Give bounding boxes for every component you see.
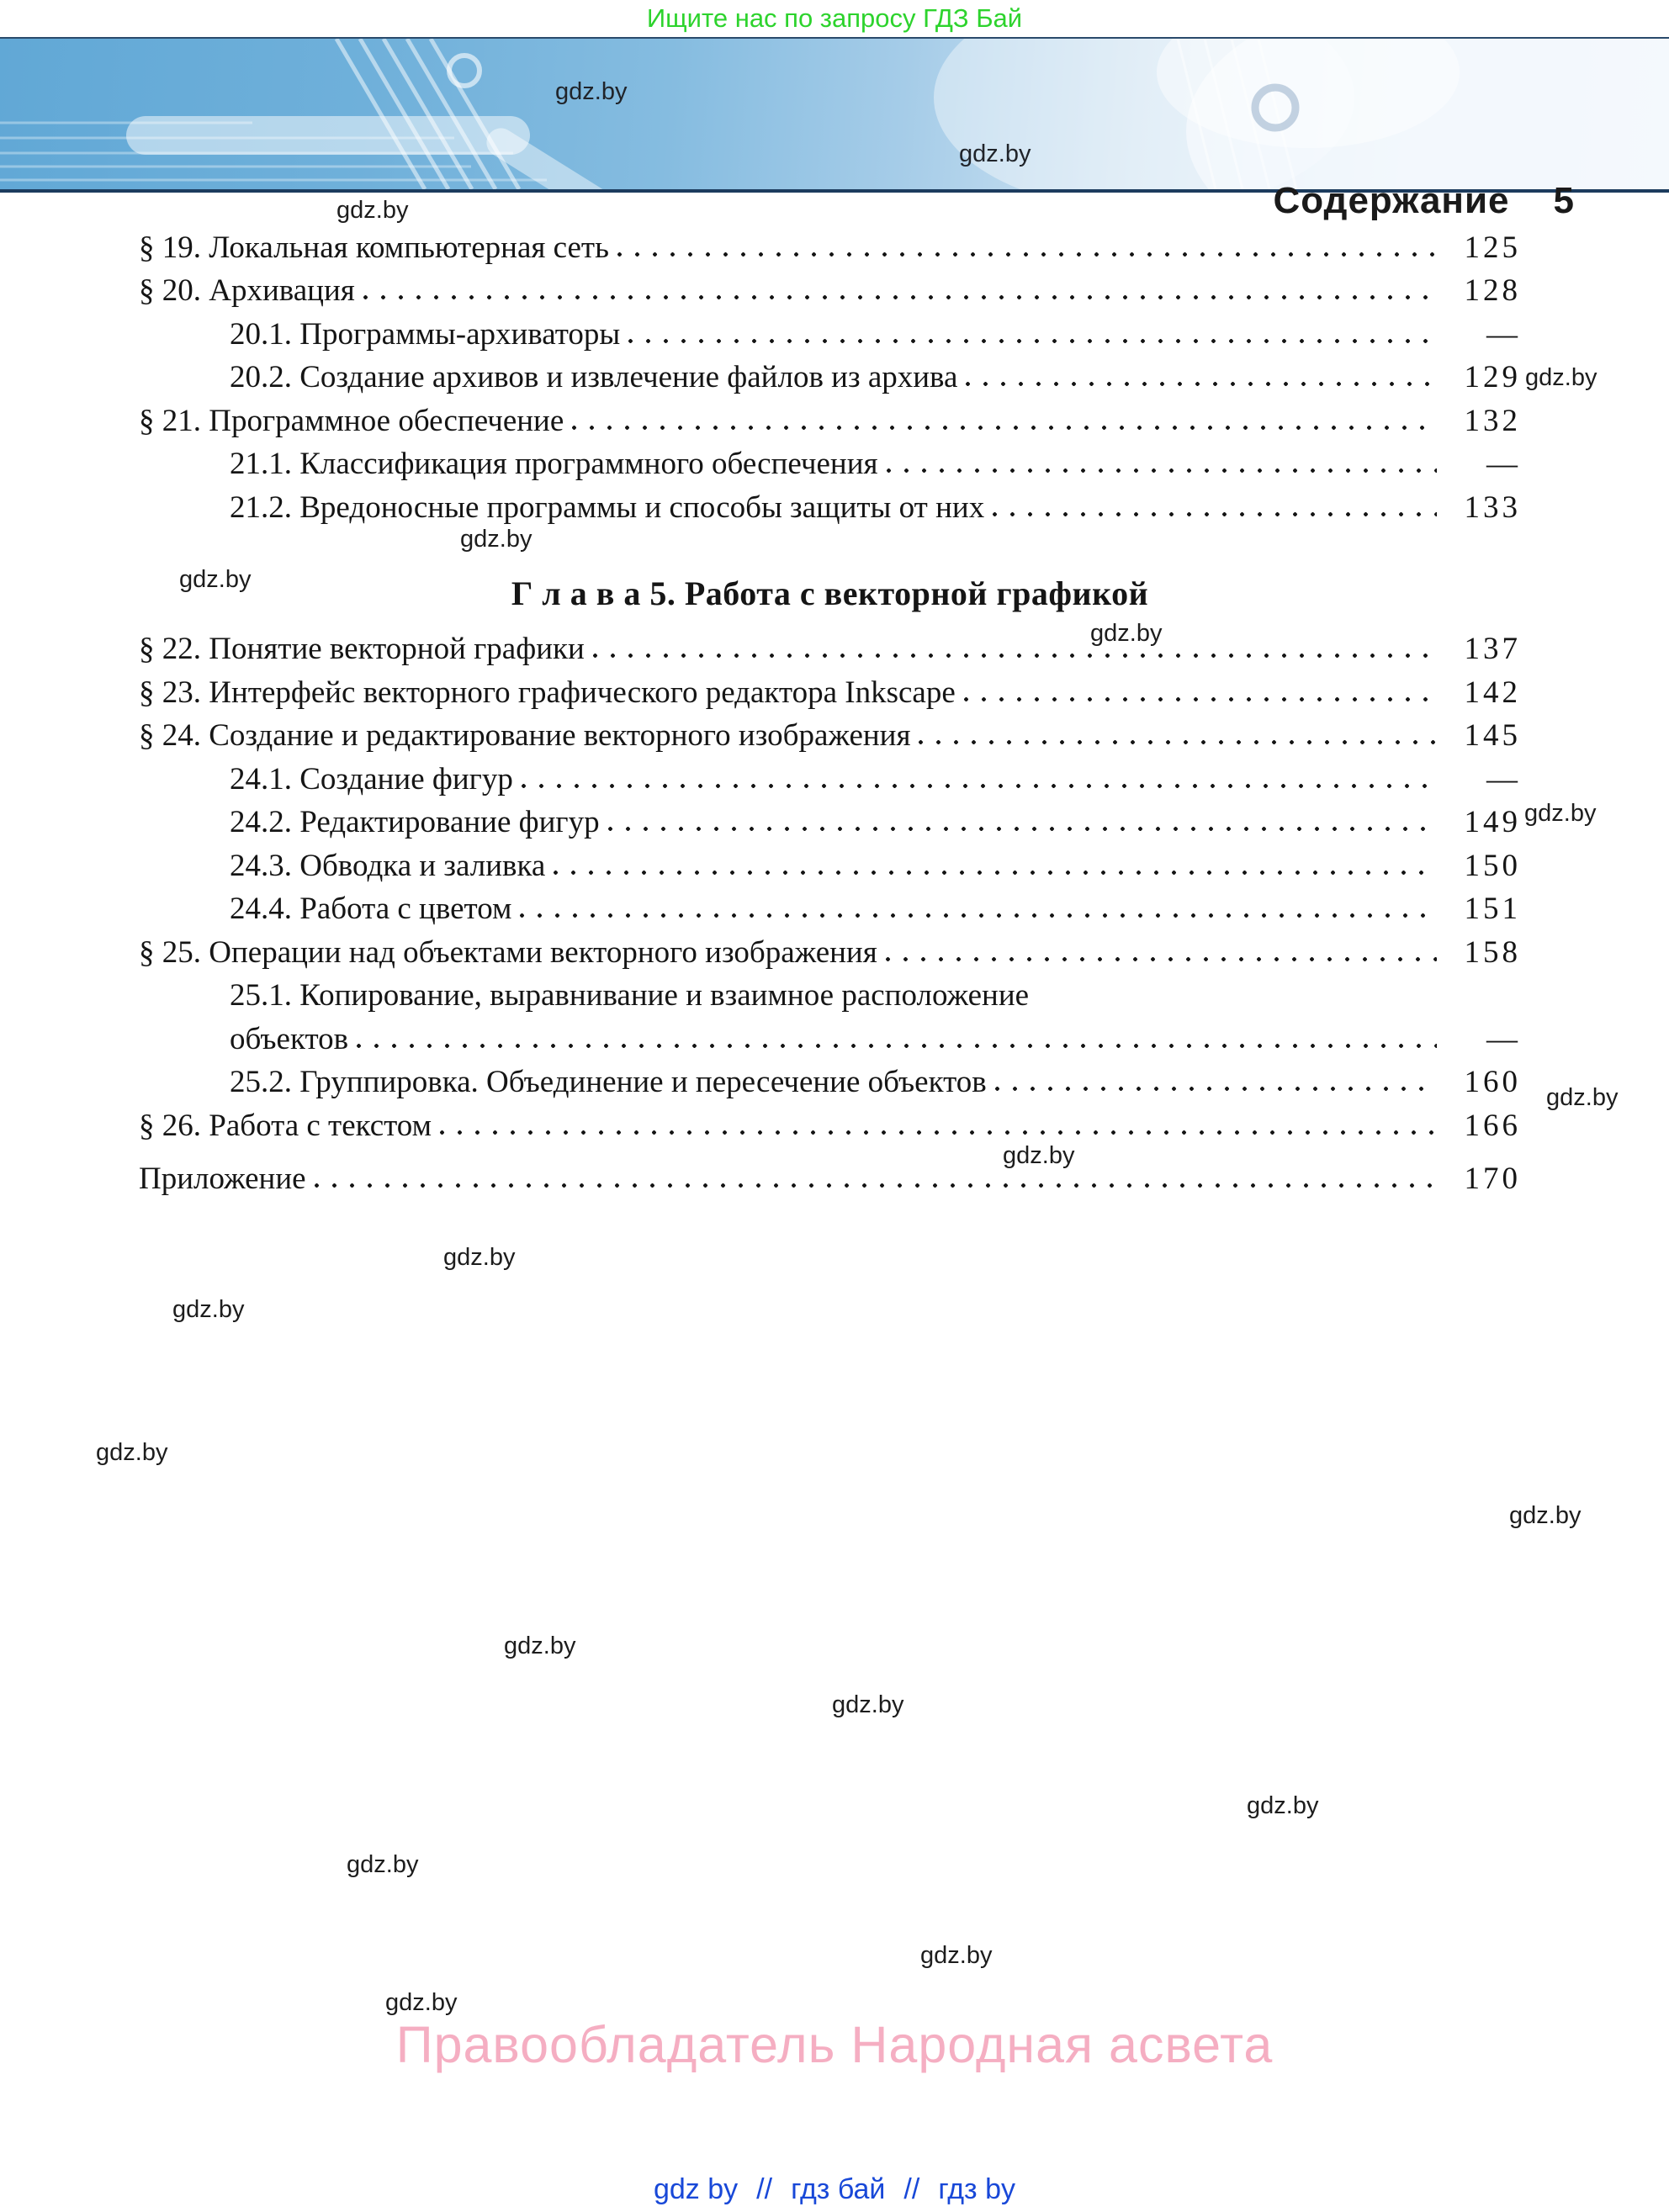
toc-entry [139, 840, 1521, 884]
dot-leader [520, 913, 1437, 918]
toc-entry [139, 1100, 1521, 1144]
watermark-text: gdz.by [1247, 1792, 1319, 1819]
toc-entry [139, 624, 1521, 668]
toc-entry-page: 160 [1464, 1065, 1521, 1099]
toc-entry-page: 137 [1464, 632, 1521, 666]
dot-leader [593, 654, 1437, 658]
toc-entry-page: — [1486, 316, 1521, 352]
watermark-text: gdz.by [504, 1633, 576, 1659]
toc-entry-page: — [1486, 1021, 1521, 1056]
watermark-text: gdz.by [555, 78, 628, 105]
toc-entry-page: 145 [1464, 718, 1521, 753]
chapter-heading: Г л а в а 5. Работа с векторной графикой [511, 574, 1149, 612]
circuit-board-decoration [0, 39, 1669, 189]
toc-entry-page: 150 [1464, 848, 1521, 883]
dot-leader [1037, 1000, 1437, 1004]
footer-link-gdz-by-2[interactable]: гдз by [938, 2173, 1015, 2205]
watermark-text: gdz.by [460, 526, 532, 553]
toc-entry-page: 158 [1464, 934, 1521, 970]
toc-entry-label: объектов [230, 1021, 349, 1056]
dot-leader [628, 339, 1437, 343]
page-header [1273, 180, 1575, 222]
dot-leader [995, 1087, 1437, 1091]
dot-leader [363, 295, 1437, 299]
toc-entry [139, 1154, 1521, 1198]
toc-entry [139, 352, 1521, 396]
toc-entry-page: 128 [1464, 273, 1521, 308]
footer-link-gdz-bai[interactable]: гдз бай [791, 2173, 886, 2205]
toc-entry-page: 170 [1464, 1162, 1521, 1196]
watermark-text: gdz.by [1090, 620, 1163, 647]
watermark-text: gdz.by [959, 140, 1031, 167]
toc-entry [139, 482, 1521, 526]
watermark-text: gdz.by [347, 1851, 419, 1878]
dot-leader [554, 871, 1437, 875]
toc-entry-label: 21.2. Вредоносные программы и способы защиты от них [230, 489, 985, 525]
toc-entry [139, 884, 1521, 928]
toc-entry-label: 25.2. Группировка. Объединение и пересечение объектов [230, 1065, 987, 1099]
footer-links [0, 2173, 1669, 2206]
toc-entry-label: § 20. Архивация [139, 273, 355, 308]
toc-entry-label: 24.3. Обводка и заливка [230, 848, 546, 883]
watermark-text: gdz.by [96, 1439, 168, 1466]
watermark-text: gdz.by [1525, 364, 1597, 391]
footer-separator: // [903, 2173, 920, 2205]
watermark-text: gdz.by [1003, 1142, 1075, 1169]
watermark-text: gdz.by [172, 1296, 245, 1323]
footer-link-gdz-by[interactable]: gdz by [653, 2173, 739, 2205]
watermark-text: gdz.by [336, 197, 409, 224]
toc-entry-label: 20.2. Создание архивов и извлечение файлов из архива [230, 360, 958, 394]
page-title: Содержание [1273, 180, 1510, 221]
promo-text: Ищите нас по запросу ГДЗ Бай [646, 3, 1023, 33]
dot-leader [886, 957, 1437, 961]
dot-leader [964, 697, 1437, 701]
toc-entry-label: 21.1. Классификация программного обеспечения [230, 447, 878, 481]
toc-entry-label: § 22. Понятие векторной графики [139, 632, 585, 666]
toc-entry-page: 166 [1464, 1108, 1521, 1143]
toc-entry [139, 1013, 1521, 1057]
toc-entry-label: § 19. Локальная компьютерная сеть [139, 230, 609, 265]
toc-entry-page: 151 [1464, 892, 1521, 926]
dot-leader [608, 827, 1437, 831]
watermark-text: gdz.by [832, 1691, 904, 1718]
toc-entry-page: 125 [1464, 230, 1521, 265]
dot-leader [522, 784, 1437, 788]
toc-entry-label: § 26. Работа с текстом [139, 1108, 432, 1143]
watermark-text: gdz.by [1509, 1502, 1582, 1529]
dot-leader [966, 382, 1437, 386]
toc-entry-page: 129 [1464, 360, 1521, 394]
watermark-text: gdz.by [1524, 800, 1597, 827]
toc-entry [139, 1057, 1521, 1101]
watermark-text: gdz.by [920, 1942, 993, 1969]
toc-entry-page: 133 [1464, 489, 1521, 525]
toc-entry-page: — [1486, 447, 1521, 481]
toc-entry-label: Приложение [139, 1162, 306, 1196]
watermark-text: gdz.by [179, 566, 252, 593]
toc-entry [139, 439, 1521, 483]
toc-entry-label: § 25. Операции над объектами векторного изображения [139, 934, 877, 970]
toc-entry [139, 667, 1521, 711]
watermark-text: gdz.by [385, 1989, 458, 2016]
table-of-contents [139, 222, 1521, 1197]
toc-entry [139, 309, 1521, 352]
toc-entry-label: 25.1. Копирование, выравнивание и взаимное расположение [230, 978, 1030, 1013]
copyright-text: Правообладатель Народная асвета [395, 2016, 1274, 2073]
dot-leader [315, 1183, 1437, 1188]
toc-entry [139, 797, 1521, 841]
dot-leader [617, 252, 1437, 257]
toc-entry [139, 266, 1521, 310]
footer-separator: // [756, 2173, 773, 2205]
toc-entry [139, 971, 1521, 1014]
toc-entry-page: — [1486, 761, 1521, 796]
toc-entry-label: 24.4. Работа с цветом [230, 892, 512, 926]
watermark-text: gdz.by [1546, 1084, 1619, 1111]
dot-leader [440, 1130, 1437, 1135]
dot-leader [919, 740, 1437, 744]
page-number: 5 [1553, 180, 1575, 221]
dot-leader [887, 468, 1437, 473]
dot-leader [993, 512, 1437, 516]
watermark-text: gdz.by [443, 1244, 516, 1271]
toc-entry [139, 711, 1521, 754]
toc-entry-page: 132 [1464, 403, 1521, 438]
toc-entry-label: § 24. Создание и редактирование векторного изображения [139, 718, 911, 753]
toc-entry [139, 927, 1521, 971]
dot-leader [572, 426, 1437, 430]
toc-entry-page: 142 [1464, 675, 1521, 710]
toc-entry [139, 395, 1521, 439]
toc-entry-label: 24.2. Редактирование фигур [230, 805, 600, 839]
toc-entry-label: 24.1. Создание фигур [230, 761, 513, 796]
toc-entry-label: § 23. Интерфейс векторного графического редактора Inkscape [139, 675, 956, 710]
toc-entry-label: 20.1. Программы-архиваторы [230, 316, 621, 352]
toc-entry-page: 149 [1464, 805, 1521, 839]
dot-leader [357, 1044, 1437, 1048]
toc-entry [139, 754, 1521, 797]
toc-entry-label: § 21. Программное обеспечение [139, 403, 564, 438]
toc-entry [139, 222, 1521, 266]
